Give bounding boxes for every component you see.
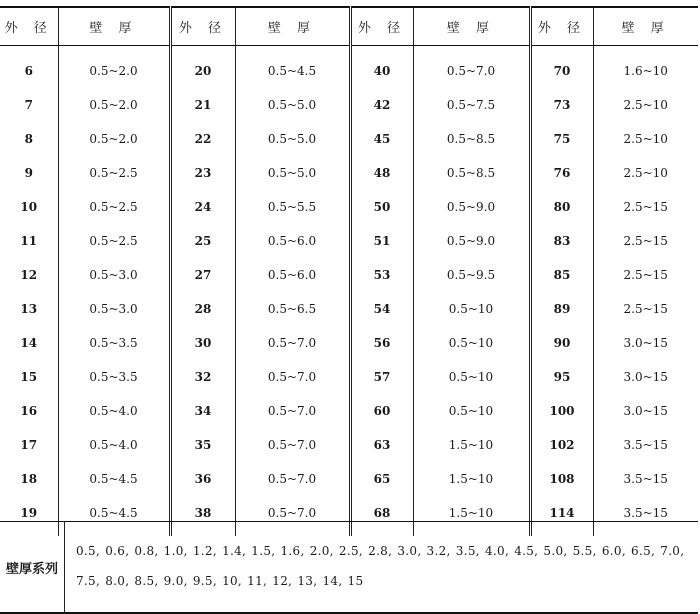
- wall-thickness-cell: 0.5~2.5: [58, 190, 170, 224]
- outer-diameter-cell: 89: [530, 292, 593, 326]
- outer-diameter-cell: 90: [530, 326, 593, 360]
- wall-thickness-cell: 3.0~15: [593, 360, 698, 394]
- wall-thickness-cell: 0.5~2.5: [58, 156, 170, 190]
- wall-thickness-series: [0, 521, 698, 614]
- outer-diameter-cell: 68: [350, 496, 413, 536]
- wall-thickness-cell: 0.5~7.0: [235, 462, 350, 496]
- wall-thickness-cell: 1.5~10: [413, 462, 530, 496]
- wall-thickness-cell: 0.5~7.0: [235, 360, 350, 394]
- outer-diameter-cell: 75: [530, 122, 593, 156]
- series-label: 壁厚系列: [0, 522, 65, 612]
- wall-thickness-cell: 0.5~7.5: [413, 88, 530, 122]
- table-row: [0, 326, 698, 360]
- outer-diameter-cell: 50: [350, 190, 413, 224]
- outer-diameter-cell: 48: [350, 156, 413, 190]
- outer-diameter-cell: 21: [170, 88, 235, 122]
- outer-diameter-cell: 10: [20, 200, 38, 214]
- outer-diameter-cell: 15: [20, 370, 38, 384]
- table-row: [0, 292, 698, 326]
- wall-thickness-cell: 0.5~4.5: [58, 462, 170, 496]
- wall-thickness-cell: 2.5~15: [593, 224, 698, 258]
- header-od: 外 径: [350, 7, 413, 46]
- table-row: [0, 224, 698, 258]
- outer-diameter-cell: 114: [530, 496, 593, 536]
- header-od: 外 径: [170, 7, 235, 46]
- wall-thickness-cell: 0.5~5.0: [235, 88, 350, 122]
- outer-diameter-cell: 8: [24, 132, 33, 146]
- wall-thickness-cell: 0.5~10: [413, 292, 530, 326]
- table-body: [0, 46, 698, 537]
- outer-diameter-cell: 22: [170, 122, 235, 156]
- outer-diameter-cell: 23: [170, 156, 235, 190]
- outer-diameter-cell: 73: [530, 88, 593, 122]
- outer-diameter-cell: 17: [20, 438, 38, 452]
- wall-thickness-cell: 0.5~9.5: [413, 258, 530, 292]
- outer-diameter-cell: 70: [530, 46, 593, 89]
- outer-diameter-cell: 35: [170, 428, 235, 462]
- wall-thickness-cell: 0.5~10: [413, 360, 530, 394]
- table-row: [0, 428, 698, 462]
- wall-thickness-cell: 0.5~5.5: [235, 190, 350, 224]
- wall-thickness-cell: 2.5~15: [593, 258, 698, 292]
- outer-diameter-cell: 34: [170, 394, 235, 428]
- header-wall: 壁 厚: [58, 7, 170, 46]
- outer-diameter-cell: 83: [530, 224, 593, 258]
- wall-thickness-cell: 0.5~4.5: [235, 46, 350, 89]
- outer-diameter-cell: 65: [350, 462, 413, 496]
- outer-diameter-cell: 100: [530, 394, 593, 428]
- outer-diameter-cell: 19: [20, 506, 38, 520]
- wall-thickness-cell: 0.5~4.0: [58, 428, 170, 462]
- wall-thickness-cell: 0.5~5.0: [235, 156, 350, 190]
- outer-diameter-cell: 42: [350, 88, 413, 122]
- outer-diameter-cell: 25: [170, 224, 235, 258]
- wall-thickness-cell: 0.5~2.0: [58, 88, 170, 122]
- wall-thickness-cell: 0.5~7.0: [235, 428, 350, 462]
- wall-thickness-cell: 0.5~3.0: [58, 258, 170, 292]
- outer-diameter-cell: 80: [530, 190, 593, 224]
- outer-diameter-cell: 14: [20, 336, 38, 350]
- table-row: [0, 122, 698, 156]
- outer-diameter-cell: 54: [350, 292, 413, 326]
- outer-diameter-cell: 53: [350, 258, 413, 292]
- wall-thickness-cell: 1.5~10: [413, 496, 530, 536]
- outer-diameter-cell: 102: [530, 428, 593, 462]
- wall-thickness-cell: 0.5~2.0: [58, 122, 170, 156]
- wall-thickness-cell: 0.5~10: [413, 326, 530, 360]
- outer-diameter-cell: 11: [20, 234, 38, 248]
- wall-thickness-cell: 3.5~15: [593, 428, 698, 462]
- outer-diameter-cell: 12: [20, 268, 38, 282]
- table-row: [0, 190, 698, 224]
- header-wall: 壁 厚: [235, 7, 350, 46]
- outer-diameter-cell: 57: [350, 360, 413, 394]
- table-row: [0, 88, 698, 122]
- wall-thickness-cell: 0.5~3.5: [58, 326, 170, 360]
- outer-diameter-cell: 51: [350, 224, 413, 258]
- outer-diameter-cell: 36: [170, 462, 235, 496]
- outer-diameter-cell: 24: [170, 190, 235, 224]
- wall-thickness-cell: 2.5~10: [593, 122, 698, 156]
- outer-diameter-cell: 40: [350, 46, 413, 89]
- outer-diameter-cell: 9: [24, 166, 33, 180]
- wall-thickness-cell: 2.5~10: [593, 156, 698, 190]
- wall-thickness-cell: 0.5~9.0: [413, 190, 530, 224]
- series-values: 0.5, 0.6, 0.8, 1.0, 1.2, 1.4, 1.5, 1.6, 2.0, 2.5, 2.8, 3.0, 3.2, 3.5, 4.0, 4.5, 5.0, 5.5, 6.0, 6.5, 7.0, 7.5, 8.0, 8.5, 9.0, 9.5, 10, 11, 12, 13, 14, 15: [76, 544, 685, 588]
- wall-thickness-cell: 3.5~15: [593, 462, 698, 496]
- outer-diameter-cell: 85: [530, 258, 593, 292]
- outer-diameter-cell: 45: [350, 122, 413, 156]
- table-row: [0, 360, 698, 394]
- header-wall: 壁 厚: [413, 7, 530, 46]
- wall-thickness-cell: 0.5~4.0: [58, 394, 170, 428]
- wall-thickness-cell: 2.5~15: [593, 190, 698, 224]
- header-row: [0, 7, 698, 46]
- od-wall-thickness-table: [0, 6, 698, 536]
- outer-diameter-cell: 56: [350, 326, 413, 360]
- wall-thickness-cell: 2.5~15: [593, 292, 698, 326]
- wall-thickness-cell: 0.5~7.0: [235, 394, 350, 428]
- wall-thickness-cell: 0.5~9.0: [413, 224, 530, 258]
- outer-diameter-cell: 28: [170, 292, 235, 326]
- wall-thickness-cell: 1.6~10: [593, 46, 698, 89]
- table-row: [0, 156, 698, 190]
- header-od: 外 径: [0, 7, 58, 46]
- wall-thickness-cell: 0.5~6.0: [235, 258, 350, 292]
- wall-thickness-cell: 0.5~2.0: [58, 46, 170, 89]
- wall-thickness-cell: 2.5~10: [593, 88, 698, 122]
- wall-thickness-cell: 0.5~4.5: [58, 496, 170, 536]
- wall-thickness-cell: 0.5~6.0: [235, 224, 350, 258]
- outer-diameter-cell: 108: [530, 462, 593, 496]
- outer-diameter-cell: 76: [530, 156, 593, 190]
- table-header: [0, 7, 698, 46]
- outer-diameter-cell: 95: [530, 360, 593, 394]
- table-row: [0, 462, 698, 496]
- outer-diameter-cell: 18: [20, 472, 38, 486]
- wall-thickness-cell: 0.5~5.0: [235, 122, 350, 156]
- wall-thickness-cell: 0.5~7.0: [235, 326, 350, 360]
- outer-diameter-cell: 38: [170, 496, 235, 536]
- outer-diameter-cell: 32: [170, 360, 235, 394]
- table-row: [0, 258, 698, 292]
- wall-thickness-cell: 3.0~15: [593, 326, 698, 360]
- wall-thickness-cell: 1.5~10: [413, 428, 530, 462]
- wall-thickness-cell: 3.0~15: [593, 394, 698, 428]
- outer-diameter-cell: 27: [170, 258, 235, 292]
- wall-thickness-cell: 0.5~2.5: [58, 224, 170, 258]
- wall-thickness-cell: 0.5~7.0: [235, 496, 350, 536]
- header-wall: 壁 厚: [593, 7, 698, 46]
- outer-diameter-cell: 20: [170, 46, 235, 89]
- outer-diameter-cell: 6: [24, 64, 33, 78]
- wall-thickness-cell: 0.5~6.5: [235, 292, 350, 326]
- wall-thickness-cell: 0.5~3.5: [58, 360, 170, 394]
- wall-thickness-cell: 0.5~8.5: [413, 122, 530, 156]
- table-row: [0, 46, 698, 89]
- wall-thickness-cell: 3.5~15: [593, 496, 698, 536]
- wall-thickness-cell: 0.5~10: [413, 394, 530, 428]
- outer-diameter-cell: 16: [20, 404, 38, 418]
- outer-diameter-cell: 30: [170, 326, 235, 360]
- header-od: 外 径: [530, 7, 593, 46]
- wall-thickness-cell: 0.5~7.0: [413, 46, 530, 89]
- wall-thickness-cell: 0.5~8.5: [413, 156, 530, 190]
- outer-diameter-cell: 60: [350, 394, 413, 428]
- outer-diameter-cell: 63: [350, 428, 413, 462]
- wall-thickness-cell: 0.5~3.0: [58, 292, 170, 326]
- table-row: [0, 394, 698, 428]
- outer-diameter-cell: 7: [24, 98, 33, 112]
- outer-diameter-cell: 13: [20, 302, 38, 316]
